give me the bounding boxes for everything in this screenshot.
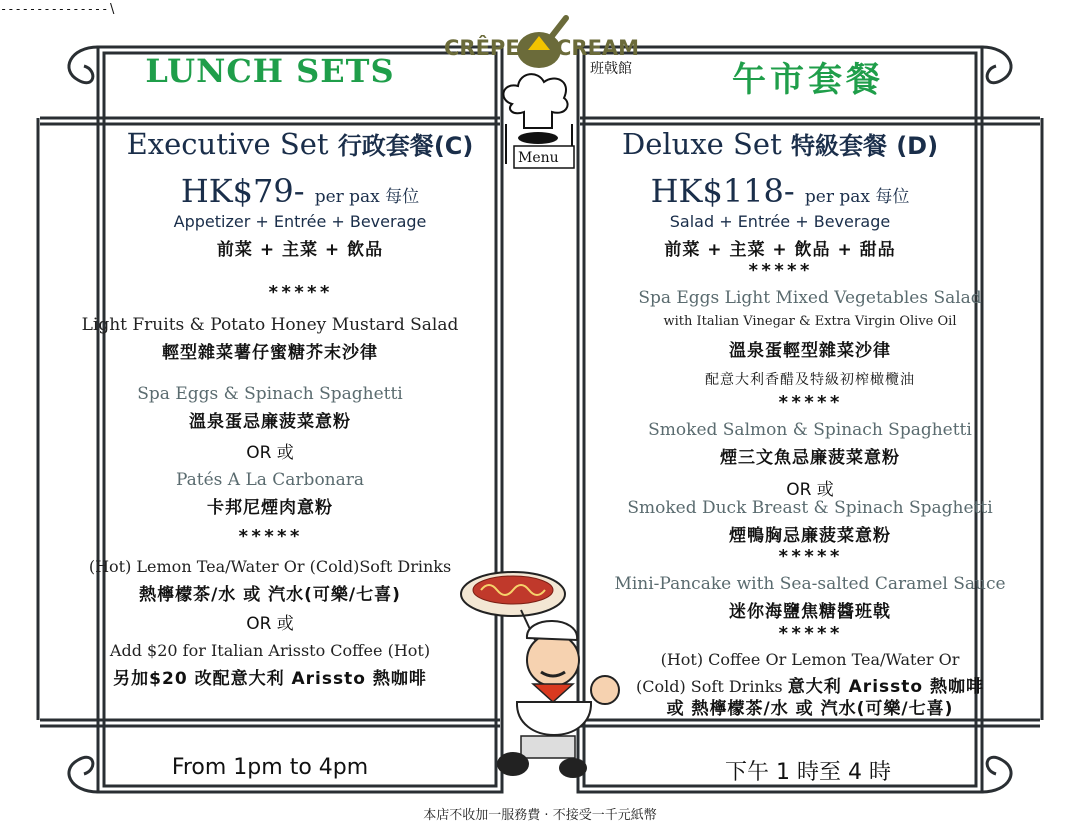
bottom-note: 本店不收加一服務費 · 不接受一千元紙幣 [423,808,657,823]
left-separator-1: ***** [267,282,333,303]
right-salad-en: Spa Eggs Light Mixed Vegetables Salad [638,288,982,308]
right-header: 午市套餐 [732,60,884,100]
right-main2-en: Smoked Duck Breast & Spinach Spaghetti [627,498,993,518]
left-main2-zh: 卡邦尼煙肉意粉 [207,498,333,518]
logo-text-left: CRÊPE [444,36,520,60]
left-appetizer-en: Light Fruits & Potato Honey Mustard Salad [81,315,459,335]
left-addon-zh: 另加$20 改配意大利 Arissto 熱咖啡 [113,669,427,689]
left-set-title [104,126,496,161]
left-or-1: OR 或 [246,443,294,463]
left-main1-zh: 溫泉蛋忌廉菠菜意粉 [189,412,351,432]
logo-text-zh: 班戟館 [590,61,632,77]
right-drink-en-2: (Cold) Soft Drinks [636,677,783,696]
top-dashes: --------------- [0,2,109,16]
right-separator-1: ***** [747,260,813,281]
left-appetizer-zh: 輕型雜菜薯仔蜜糖芥末沙律 [162,343,378,363]
right-set-code: (D) [896,132,939,160]
left-main1-en: Spa Eggs & Spinach Spaghetti [137,384,403,404]
right-salad-sub-en: with Italian Vinegar & Extra Virgin Olive Oil [663,314,957,329]
left-separator-2: ***** [237,526,303,547]
left-set-code: (C) [433,132,474,160]
right-price-row [584,172,976,210]
right-or: OR 或 [786,480,834,500]
right-dessert-en: Mini-Pancake with Sea-salted Caramel Sauce [614,574,1006,594]
left-includes-zh: 前菜 + 主菜 + 飲品 [216,240,384,260]
left-addon-en: Add $20 for Italian Arissto Coffee (Hot) [109,641,431,660]
left-set-title-zh: 行政套餐 [337,132,434,160]
right-dessert-zh: 迷你海鹽焦糖醬班戟 [729,602,891,622]
right-salad-sub-zh: 配意大利香醋及特級初榨橄欖油 [705,372,915,388]
right-main1-en: Smoked Salmon & Spinach Spaghetti [648,420,972,440]
left-price-row [104,172,496,210]
right-main1-zh: 煙三文魚忌廉菠菜意粉 [720,448,900,468]
left-set-title-en: Executive Set [126,127,329,161]
right-set-title-zh: 特級套餐 [790,132,887,160]
right-per-pax: per pax 每位 [804,187,910,207]
left-price: HK$79- [180,172,305,210]
left-drink-zh: 熱檸檬茶/水 或 汽水(可樂/七喜) [139,585,401,605]
left-or-2: OR 或 [246,614,294,634]
right-main2-zh: 煙鴨胸忌廉菠菜意粉 [729,526,891,546]
right-salad-zh: 溫泉蛋輕型雜菜沙律 [729,341,891,361]
right-hours: 下午 1 時至 4 時 [725,760,891,785]
right-separator-2: ***** [777,392,843,413]
left-main2-en: Patés A La Carbonara [175,470,365,490]
logo-text-right: CREAM [556,36,640,60]
top-mark: \ [110,2,115,17]
left-per-pax: per pax 每位 [314,187,420,207]
right-separator-4: ***** [777,623,843,644]
left-header: LUNCH SETS [145,52,395,90]
right-set-title-en: Deluxe Set [621,127,782,161]
right-includes-zh: 前菜 + 主菜 + 飲品 + 甜品 [664,240,896,260]
right-set-title [584,126,976,161]
left-drink-en: (Hot) Lemon Tea/Water Or (Cold)Soft Drinks [88,557,452,576]
chef-illustration [455,560,625,785]
left-hours: From 1pm to 4pm [171,755,369,780]
right-drink-zh-inline: 意大利 Arissto 熱咖啡 [787,677,984,697]
logo-menu-text: Menu [518,150,559,166]
right-separator-3: ***** [777,546,843,567]
right-includes-en: Salad + Entrée + Beverage [669,212,891,231]
left-includes-en: Appetizer + Entrée + Beverage [173,212,427,231]
right-price: HK$118- [650,172,795,210]
right-drink-en-1: (Hot) Coffee Or Lemon Tea/Water Or [660,650,960,669]
right-drink-zh-2: 或 熱檸檬茶/水 或 汽水(可樂/七喜) [666,699,954,719]
